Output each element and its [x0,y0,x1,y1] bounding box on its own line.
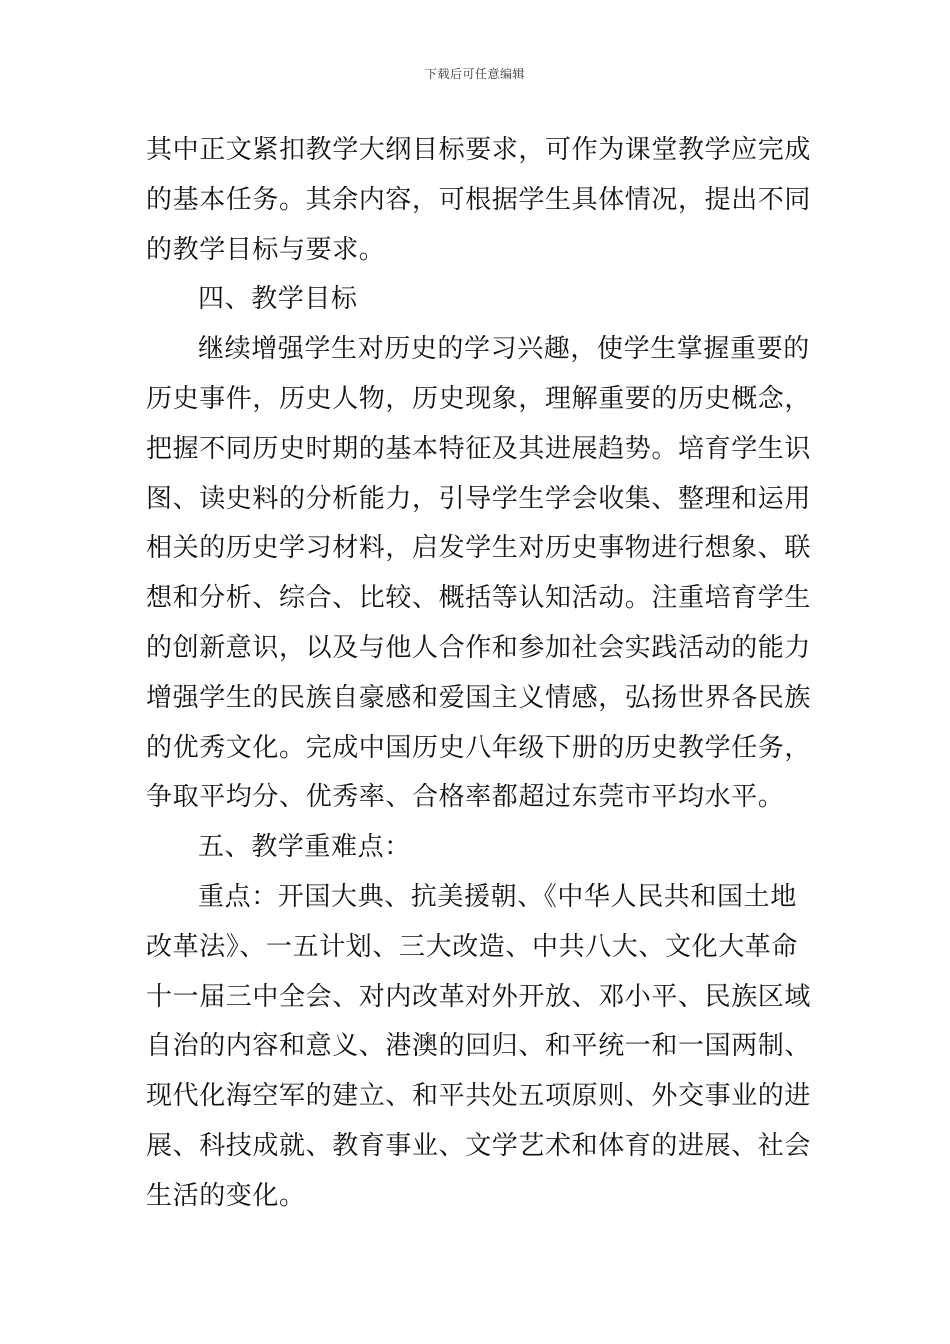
text-line: 把握不同历史时期的基本特征及其进展趋势。培育学生识 [146,433,812,464]
text-line: 的创新意识，以及与他人合作和参加社会实践活动的能力 [146,632,812,663]
paragraph-first-line: 继续增强学生对历史的学习兴趣，使学生掌握重要的 [198,334,810,365]
text-line: 生活的变化。 [146,1180,306,1211]
text-line: 增强学生的民族自豪感和爱国主义情感，弘扬世界各民族 [146,682,812,713]
text-line: 图、读史料的分析能力，引导学生学会收集、整理和运用 [146,483,812,514]
text-line: 的教学目标与要求。 [146,234,386,265]
section-heading-key-points: 五、教学重难点： [198,832,411,863]
paragraph-first-line: 重点：开国大典、抗美援朝、《中华人民共和国土地 [198,881,797,912]
document-body [146,126,812,1222]
text-line: 想和分析、综合、比较、概括等认知活动。注重培育学生 [146,583,812,614]
text-line: 争取平均分、优秀率、合格率都超过东莞市平均水平。 [146,782,785,813]
text-line: 十一届三中全会、对内改革对外开放、邓小平、民族区域 [146,981,812,1012]
text-line: 历史事件，历史人物，历史现象，理解重要的历史概念， [146,383,812,414]
text-line: 的优秀文化。完成中国历史八年级下册的历史教学任务， [146,732,812,763]
text-line: 的基本任务。其余内容，可根据学生具体情况，提出不同 [146,184,812,215]
text-line: 其中正文紧扣教学大纲目标要求，可作为课堂教学应完成 [146,135,812,165]
text-line: 现代化海空军的建立、和平共处五项原则、外交事业的进 [146,1081,812,1112]
section-heading-objectives: 四、教学目标 [198,284,358,315]
text-line: 改革法》、一五计划、三大改造、中共八大、文化大革命 [146,931,799,962]
text-line: 自治的内容和意义、港澳的回归、和平统一和一国两制、 [146,1031,812,1062]
page-header: 下载后可任意编辑 [424,67,525,81]
text-line: 展、科技成就、教育事业、文学艺术和体育的进展、社会 [146,1130,812,1161]
text-line: 相关的历史学习材料，启发学生对历史事物进行想象、联 [146,533,812,564]
